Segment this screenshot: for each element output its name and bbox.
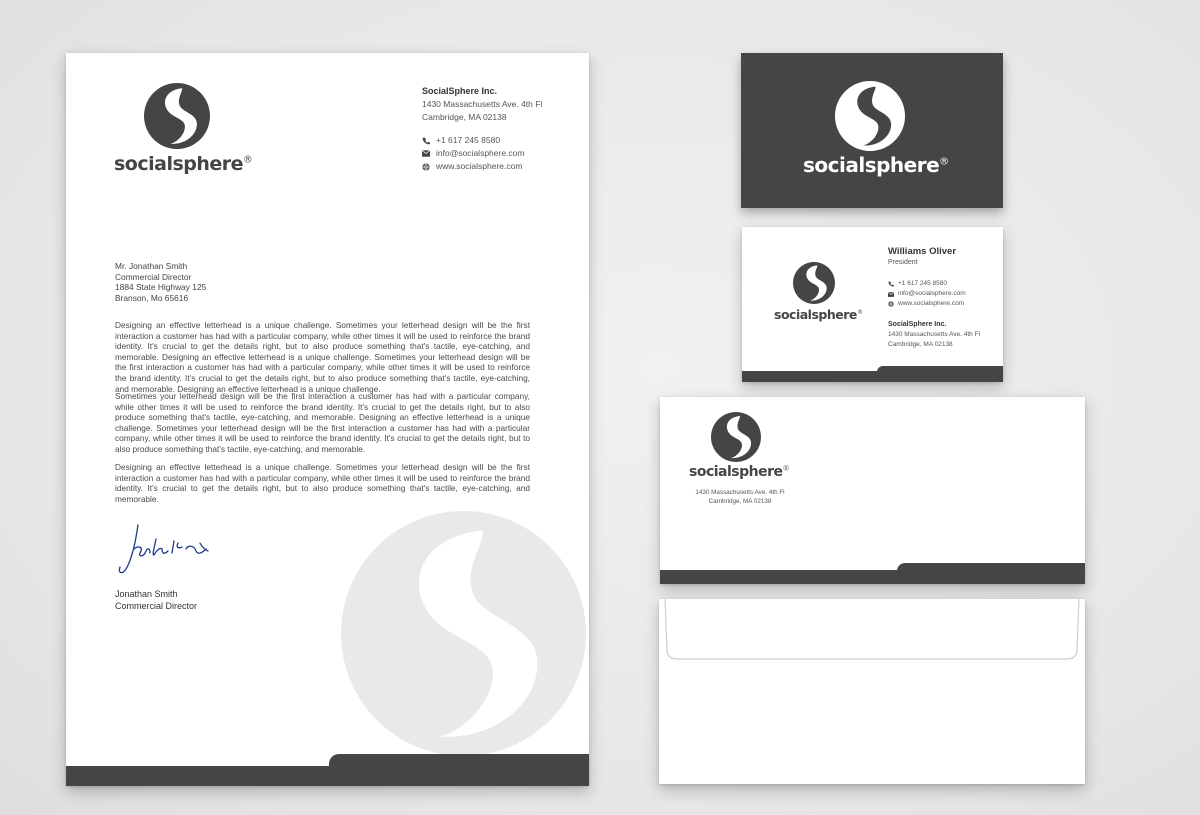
letter-paragraph-1: Designing an effective letterhead is a unique challenge. Sometimes your letterhead design will be the first interaction a customer has had with a particular company, while other times it will be used to reinforce the brand identity. It's crucial to get the details right, but to also produce something that's tactile, eye-catching, and memorable. Designing an effective letterhead is a unique challenge. Sometimes your letterhead design will be the first interaction a customer has had with a particular company, while other times it will be used to reinforce the brand identity. It's crucial to get the details right, but to also produce something that's tactile, eye-catching, and memorable. Designing an effective letterhead is a unique challenge. xyxy=(115,320,530,394)
envelope-logo-icon xyxy=(711,412,761,462)
signer-block: Jonathan Smith Commercial Director xyxy=(115,589,198,611)
card-phone-row: +1 617 245 8580 xyxy=(888,279,966,289)
envelope-footer-tab xyxy=(897,563,1085,573)
company-web-row: www.socialsphere.com xyxy=(422,160,542,173)
letter-paragraph-3: Designing an effective letterhead is a unique challenge. Sometimes your letterhead design will be the first interaction a customer has had with a particular company, while other times it will be used to reinforce the brand identity. It's crucial to get the details right, but to also produce something that's tactile, eye-catching, and memorable. xyxy=(115,462,530,504)
card-person xyxy=(888,246,956,268)
phone-icon xyxy=(888,281,894,287)
envelope-icon xyxy=(888,292,894,297)
business-card-front xyxy=(741,53,1003,208)
card-back-footer-tab xyxy=(877,366,1003,374)
card-person-title: President xyxy=(888,259,918,266)
letterhead-footer-tab xyxy=(329,754,589,768)
envelope-front xyxy=(660,397,1085,584)
business-card-back xyxy=(742,227,1003,382)
company-address-2: Cambridge, MA 02138 xyxy=(422,112,507,122)
letterhead-company-block xyxy=(422,85,542,173)
envelope-icon xyxy=(422,150,430,157)
company-address-1: 1430 Massachusetts Ave. 4th Fl xyxy=(422,99,543,109)
card-front-wordmark: socialsphere® xyxy=(803,153,949,177)
card-web-row: www.socialsphere.com xyxy=(888,299,966,309)
letterhead-footer-bar xyxy=(66,766,589,786)
recipient-address: Mr. Jonathan Smith Commercial Director 1884 State Highway 125 Branson, Mo 65616 xyxy=(115,261,207,303)
globe-icon xyxy=(888,301,894,307)
phone-icon xyxy=(422,137,430,145)
envelope-back xyxy=(659,599,1085,784)
card-back-wordmark: socialsphere® xyxy=(774,307,863,322)
card-front-logo-icon xyxy=(835,81,905,151)
letterhead-logo-icon xyxy=(144,83,210,149)
card-back-logo-icon xyxy=(793,262,835,304)
envelope-wordmark: socialsphere® xyxy=(689,464,790,480)
card-company: SocialSphere Inc. 1430 Massachusetts Ave. 4th Fl Cambridge, MA 02138 xyxy=(888,321,981,348)
envelope-flap xyxy=(659,599,1085,663)
card-contacts xyxy=(888,279,966,309)
envelope-return-address: 1430 Massachusetts Ave. 4th Fl Cambridge, MA 02138 xyxy=(695,489,785,505)
card-person-name: Williams Oliver xyxy=(888,246,957,257)
signature xyxy=(116,519,216,581)
letterhead-wordmark: socialsphere® xyxy=(114,153,253,175)
globe-icon xyxy=(422,163,430,171)
letter-paragraph-2: Sometimes your letterhead design will be the first interaction a customer has had with a particular company, while other times it will be used to reinforce the brand identity. It's crucial to get the details right, but to also produce something that's tactile, eye-catching, and memorable. Designing an effective letterhead is a unique challenge. Sometimes your letterhead design will be the first interaction a customer has had with a particular company, while other times it will be used to reinforce the brand identity. It's crucial to get the details right, but to also produce something that's tactile, eye-catching, and memorable. xyxy=(115,391,530,454)
letterhead xyxy=(66,53,589,786)
card-email-row: info@socialsphere.com xyxy=(888,289,966,299)
company-phone-row: +1 617 245 8580 xyxy=(422,134,542,147)
company-name: SocialSphere Inc. xyxy=(422,86,498,96)
company-email-row: info@socialsphere.com xyxy=(422,147,542,160)
watermark-logo xyxy=(341,511,586,756)
